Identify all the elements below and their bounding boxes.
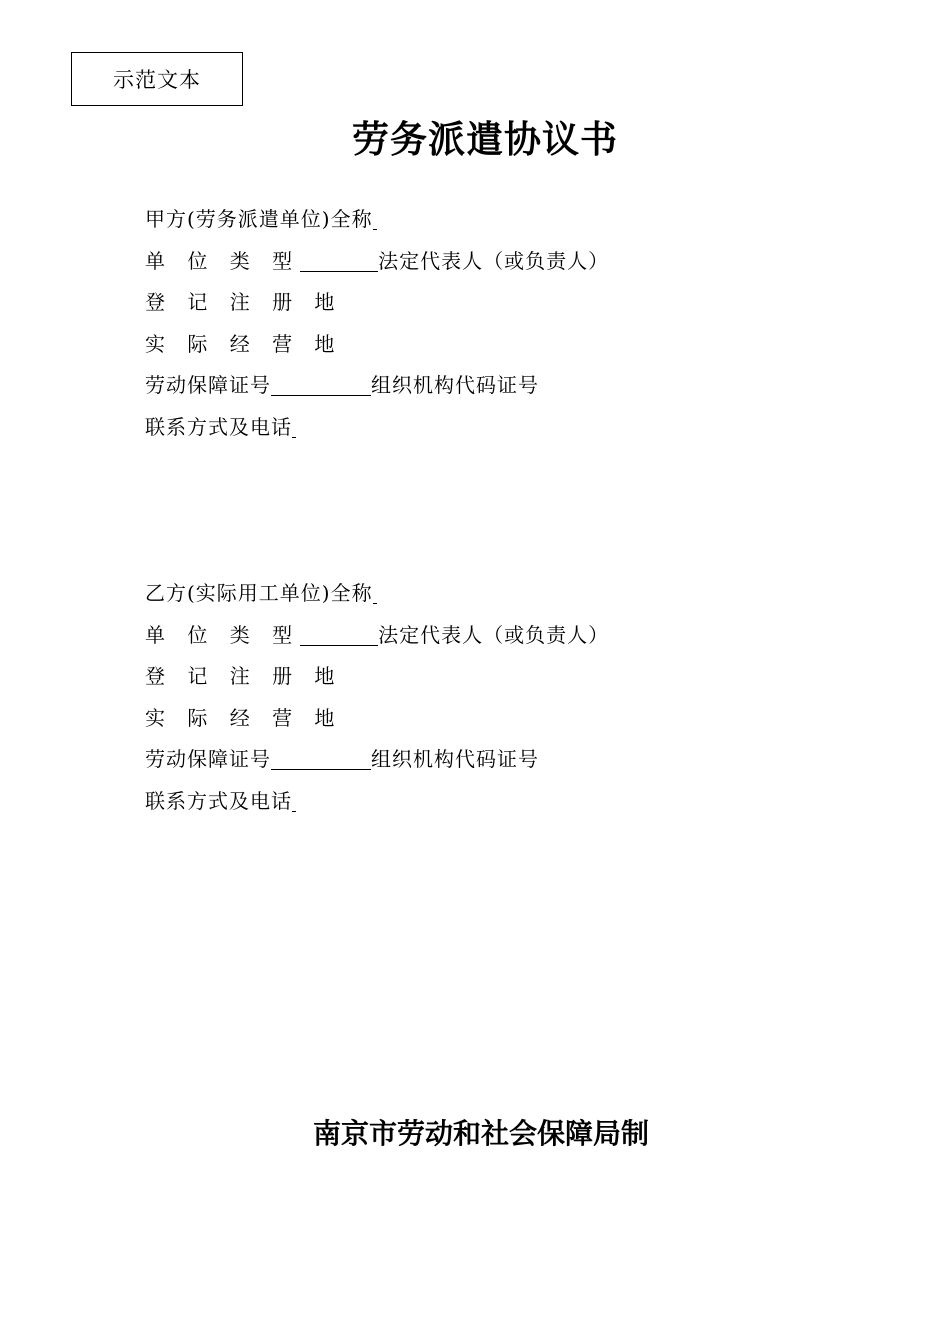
party-a-contact-label: 联系方式及电话 — [145, 414, 292, 439]
party-b-contact-label: 联系方式及电话 — [145, 788, 292, 813]
party-b-name-row — [145, 573, 845, 615]
party-a-org-code-label: 组织机构代码证号 — [371, 373, 539, 398]
party-a-type-row — [145, 241, 845, 283]
party-a-op-label: 实 际 经 营 地 — [145, 331, 343, 356]
party-b-rep-label: 法定代表人（或负责人） — [378, 622, 610, 647]
party-b-op-row — [145, 698, 845, 740]
sample-text-label: 示范文本 — [71, 52, 243, 106]
party-a-section — [145, 199, 845, 449]
party-b-name-blank[interactable] — [373, 576, 377, 604]
party-b-labor-cert-label: 劳动保障证号 — [145, 747, 271, 772]
party-a-type-blank[interactable] — [300, 244, 378, 272]
party-a-cert-row — [145, 365, 845, 407]
party-b-name-label: 乙方(实际用工单位)全称 — [145, 581, 373, 605]
party-a-op-row — [145, 324, 845, 366]
party-b-reg-label: 登 记 注 册 地 — [145, 664, 343, 689]
party-b-cert-row — [145, 739, 845, 781]
party-b-labor-cert-blank[interactable] — [271, 742, 371, 770]
party-a-reg-label: 登 记 注 册 地 — [145, 290, 343, 315]
party-b-op-label: 实 际 经 营 地 — [145, 705, 343, 730]
party-a-name-label: 甲方(劳务派遣单位)全称 — [145, 207, 373, 231]
party-a-rep-label: 法定代表人（或负责人） — [378, 248, 610, 273]
party-b-reg-row — [145, 656, 845, 698]
party-a-contact-row — [145, 407, 845, 449]
party-a-name-row — [145, 199, 845, 241]
document-title: 劳务派遣协议书 — [352, 118, 618, 161]
party-a-contact-blank[interactable] — [292, 410, 296, 438]
party-b-type-row — [145, 615, 845, 657]
party-b-contact-row — [145, 781, 845, 823]
party-b-org-code-label: 组织机构代码证号 — [371, 747, 539, 772]
party-b-type-blank[interactable] — [300, 618, 378, 646]
party-a-labor-cert-label: 劳动保障证号 — [145, 373, 271, 398]
party-a-reg-row — [145, 282, 845, 324]
issuer-footer: 南京市劳动和社会保障局制 — [312, 1117, 649, 1150]
party-b-contact-blank[interactable] — [292, 784, 296, 812]
party-a-labor-cert-blank[interactable] — [271, 368, 371, 396]
party-b-section — [145, 573, 845, 823]
party-a-type-label: 单 位 类 型 — [145, 248, 301, 273]
party-b-type-label: 单 位 类 型 — [145, 622, 301, 647]
party-a-name-blank[interactable] — [373, 202, 377, 230]
